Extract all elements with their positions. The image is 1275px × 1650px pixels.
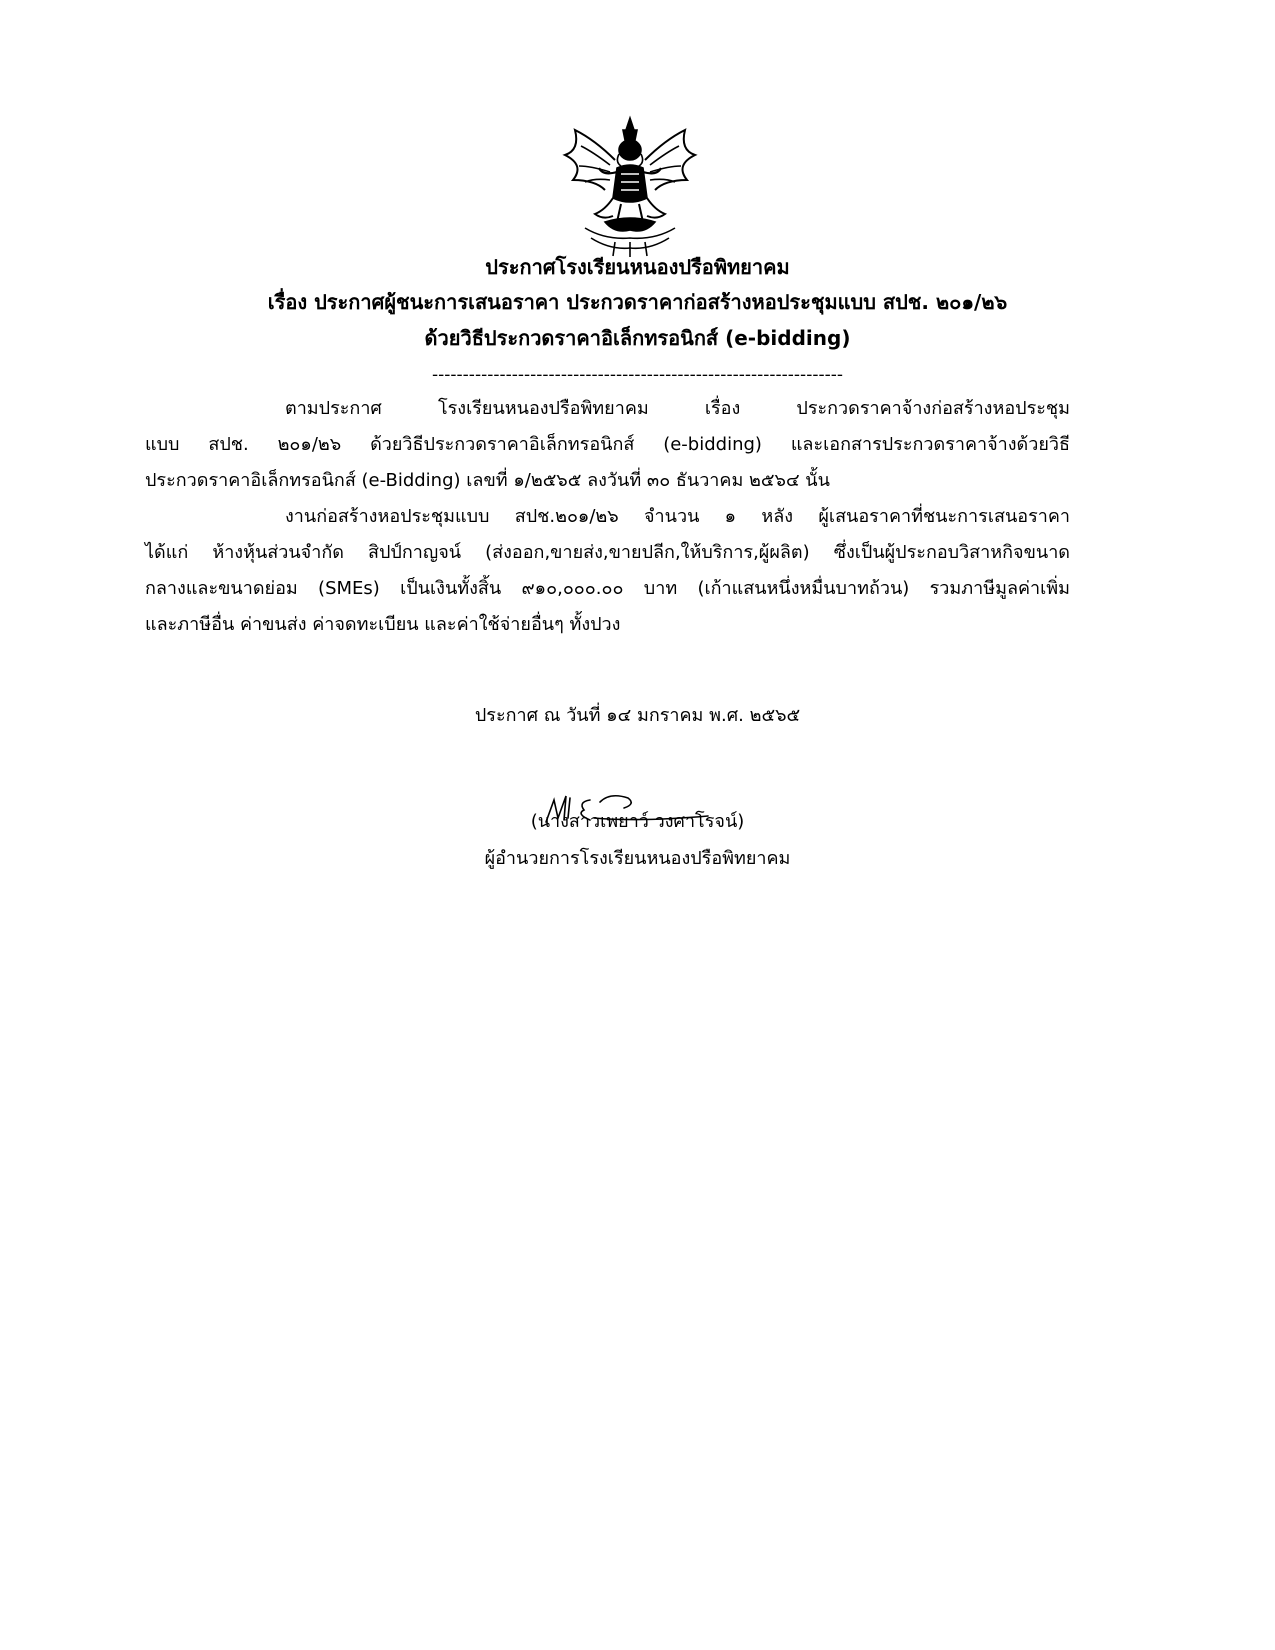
signer-position: ผู้อำนวยการโรงเรียนหนองปรือพิทยาคม: [484, 848, 791, 869]
paragraph-2-line-4: และภาษีอื่น ค่าขนส่ง ค่าจดทะเบียน และค่าใช้จ่ายอื่นๆ ทั้งปวง: [145, 614, 621, 635]
paragraph-1-line-3: ประกวดราคาอิเล็กทรอนิกส์ (e-Bidding) เลขที่ ๑/๒๕๖๕ ลงวันที่ ๓๐ ธันวาคม ๒๕๖๔ นั้น: [145, 470, 830, 491]
garuda-emblem-icon: [555, 110, 705, 258]
announcement-title: ประกาศโรงเรียนหนองปรือพิทยาคม: [485, 255, 790, 279]
announcement-method: ด้วยวิธีประกวดราคาอิเล็กทรอนิกส์ (e-bidding): [424, 326, 851, 350]
divider-line: -------------------------------------------------------------------: [432, 365, 843, 385]
paragraph-2-line-1: งานก่อสร้างหอประชุมแบบ สปช.๒๐๑/๒๖ จำนวน ๑ หลัง ผู้เสนอราคาที่ชนะการเสนอราคา: [285, 506, 1070, 527]
paragraph-2-line-3: กลางและขนาดย่อม (SMEs) เป็นเงินทั้งสิ้น ๙๑๐,๐๐๐.๐๐ บาท (เก้าแสนหนึ่งหมื่นบาทถ้วน) รวมภาษีมูลค่าเพิ่ม: [145, 578, 1070, 599]
paragraph-2-line-2: ได้แก่ ห้างหุ้นส่วนจำกัด สิปป์กาญจน์ (ส่งออก,ขายส่ง,ขายปลีก,ให้บริการ,ผู้ผลิต) ซึ่งเป็นผู้ประกอบวิสาหกิจขนาด: [145, 542, 1070, 563]
announcement-date: ประกาศ ณ วันที่ ๑๔ มกราคม พ.ศ. ๒๕๖๕: [474, 705, 801, 726]
paragraph-1-line-1: ตามประกาศ โรงเรียนหนองปรือพิทยาคม เรื่อง ประกวดราคาจ้างก่อสร้างหอประชุม: [285, 398, 1070, 419]
announcement-subject: เรื่อง ประกาศผู้ชนะการเสนอราคา ประกวดราคาก่อสร้างหอประชุมแบบ สปช. ๒๐๑/๒๖: [267, 290, 1008, 314]
signer-name: (นางสาวเพยาว์ วงศาโรจน์): [530, 811, 745, 832]
paragraph-1-line-2: แบบ สปช. ๒๐๑/๒๖ ด้วยวิธีประกวดราคาอิเล็กทรอนิกส์ (e-bidding) และเอกสารประกวดราคาจ้างด้วยวิธี: [145, 434, 1070, 455]
